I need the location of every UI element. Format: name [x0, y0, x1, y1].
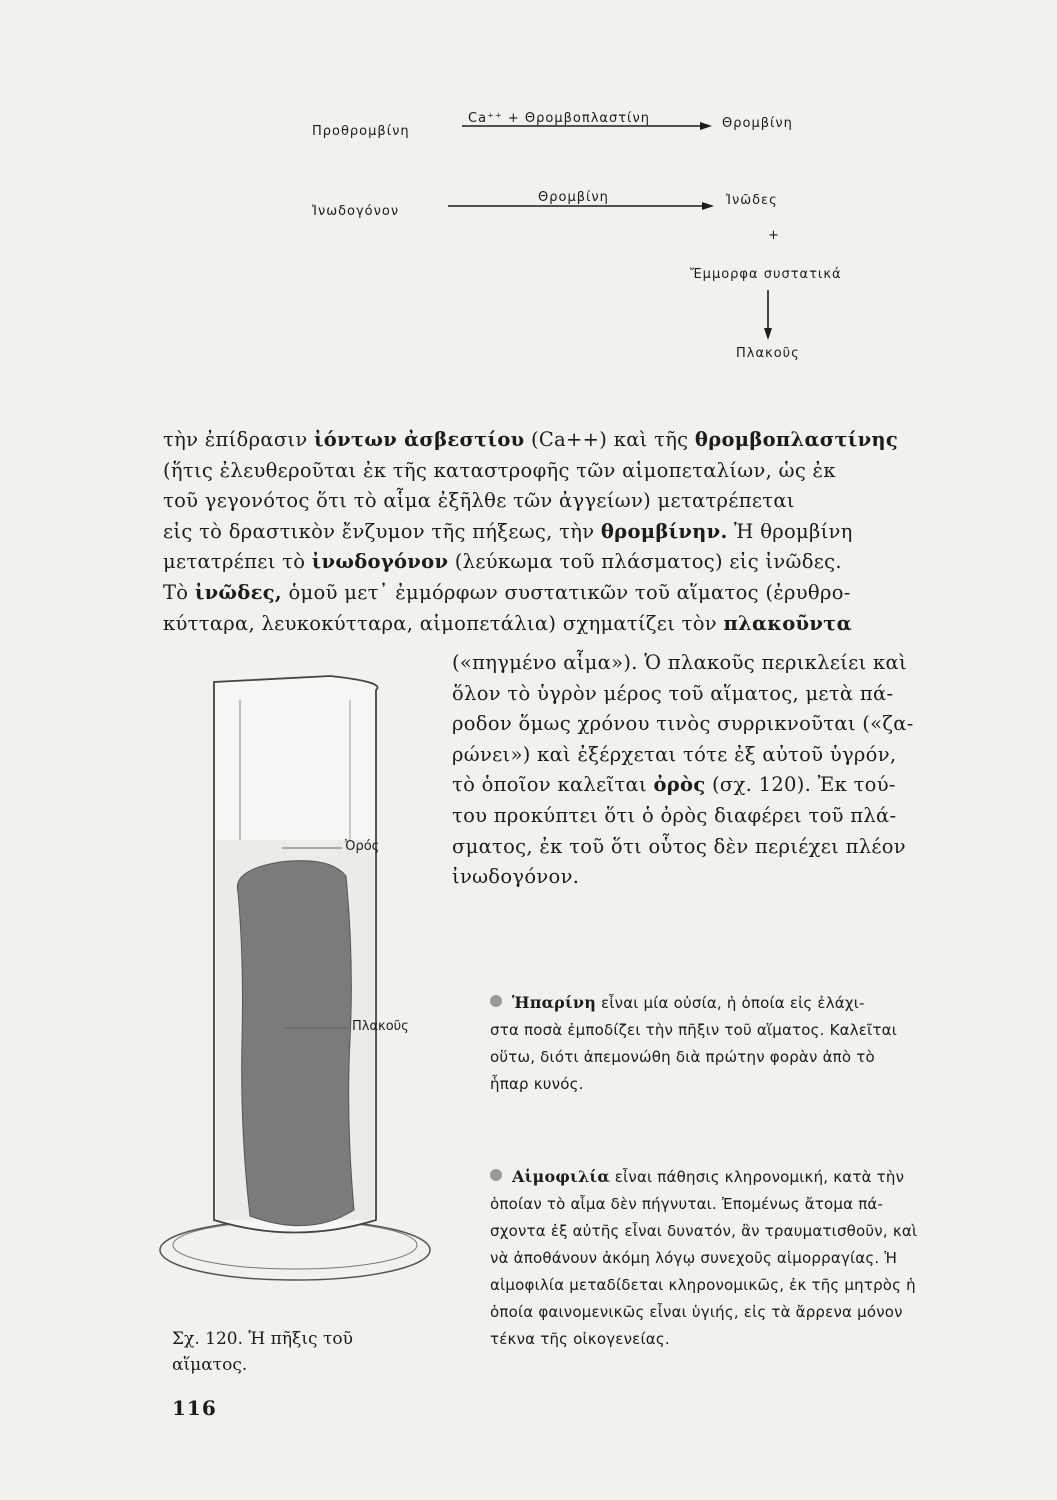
- bold-term: Αἱμοφιλία: [512, 1167, 610, 1186]
- figure-caption-line2: αἵματος.: [172, 1355, 248, 1375]
- scheme-arrows: [0, 0, 1057, 360]
- paragraph-line: [163, 547, 898, 578]
- bold-term: ἰνωδογόνον: [311, 550, 449, 574]
- paragraph-line: [163, 578, 898, 609]
- text-run: ὁποίαν τὸ αἷμα δὲν πήγνυται. Ἐπομένως ἄτομα πά-: [490, 1195, 884, 1213]
- paragraph-line: [163, 425, 898, 456]
- note-line: [490, 1326, 917, 1353]
- arrowhead-3: [764, 328, 772, 340]
- paragraph-line: [163, 517, 898, 548]
- paragraph-line: [452, 740, 914, 771]
- note-line: [490, 1299, 917, 1326]
- text-run: ὅλον τὸ ὑγρὸν μέρος τοῦ αἵματος, μετὰ πά-: [452, 681, 894, 705]
- bullet-icon: [490, 1169, 502, 1181]
- note-heparin: [490, 989, 897, 1098]
- text-run: (Ca++) καὶ τῆς: [524, 428, 695, 451]
- note-line: [490, 1191, 917, 1218]
- paragraph-line: [163, 456, 898, 487]
- text-run: μετατρέπει τὸ: [163, 550, 312, 574]
- paragraph-line: [452, 832, 914, 863]
- note-line: [490, 1272, 917, 1299]
- note-line: [490, 1163, 917, 1191]
- bold-term: ἰνῶδες,: [194, 580, 283, 604]
- paragraph-line: [452, 709, 914, 740]
- text-run: Τὸ: [163, 580, 195, 604]
- label-clot: Πλακοῦς: [352, 1019, 409, 1034]
- text-run: νὰ ἀποθάνουν ἀκόμη λόγῳ συνεχοῦς αἱμορραγίας. Ἡ: [490, 1249, 898, 1267]
- text-run: αἱμοφιλία μεταδίδεται κληρονομικῶς, ἐκ τῆς μητρὸς ἡ: [490, 1276, 916, 1294]
- bold-term: ὀρὸς: [653, 773, 706, 797]
- text-run: τέκνα τῆς οἰκογενείας.: [490, 1330, 670, 1348]
- arrowhead-1: [700, 122, 712, 130]
- note-line: [490, 989, 897, 1017]
- text-run: εἶναι πάθησις κληρονομική, κατὰ τὴν: [609, 1168, 905, 1186]
- bold-term: ἰόντων ἀσβεστίου: [314, 428, 525, 451]
- paragraph-line: [163, 486, 898, 517]
- text-run: ρώνει») καὶ ἐξέρχεται τότε ἐξ αὐτοῦ ὑγρόν,: [452, 742, 897, 766]
- scheme-clot: Πλακοῦς: [736, 346, 800, 361]
- note-line: [490, 1245, 917, 1272]
- text-run: τοῦ γεγονότος ὅτι τὸ αἷμα ἐξῆλθε τῶν ἀγγείων) μετατρέπεται: [163, 489, 795, 513]
- text-run: (λεύκωμα τοῦ πλάσματος) εἰς ἰνῶδες.: [448, 550, 842, 574]
- scheme-thrombin: Θρομβίνη: [722, 116, 793, 131]
- text-run: κύτταρα, λευκοκύτταρα, αἱμοπετάλια) σχηματίζει τὸν: [163, 611, 724, 635]
- scheme-prothrombin: Προθρομβίνη: [312, 124, 410, 139]
- scheme-formed-elements: Ἔμμορφα συστατικά: [690, 267, 842, 282]
- note-hemophilia: [490, 1163, 917, 1353]
- main-paragraph: [163, 425, 898, 639]
- text-run: («πηγμένο αἷμα»). Ὁ πλακοῦς περικλείει καὶ: [452, 651, 907, 674]
- text-run: εἶναι μία οὐσία, ἡ ὁποία εἰς ἐλάχι-: [596, 994, 865, 1012]
- note-line: [490, 1017, 897, 1044]
- arrowhead-2: [702, 202, 714, 210]
- main-paragraph-continued: [452, 648, 914, 893]
- text-run: Ἡ θρομβίνη: [727, 519, 853, 543]
- bold-term: θρομβοπλαστίνης: [694, 428, 899, 451]
- paragraph-line: [163, 609, 898, 640]
- paragraph-line: [452, 648, 914, 679]
- figure-graduated-cylinder: [150, 660, 450, 1320]
- paragraph-line: [452, 679, 914, 710]
- text-run: σματος, ἐκ τοῦ ὅτι οὗτος δὲν περιέχει πλέον: [452, 834, 906, 858]
- text-run: ροδον ὅμως χρόνου τινὸς συρρικνοῦται («ζα-: [452, 712, 914, 736]
- note-line: [490, 1071, 897, 1098]
- scheme-fibrinogen: Ἰνωδογόνον: [312, 204, 400, 219]
- clot-mass: [237, 861, 354, 1226]
- text-run: τὴν ἐπίδρασιν: [163, 428, 315, 451]
- scheme-arrow2-label: Θρομβίνη: [538, 190, 609, 205]
- figure-caption: [172, 1326, 353, 1378]
- paragraph-line: [452, 862, 914, 893]
- text-run: τὸ ὁποῖον καλεῖται: [452, 773, 654, 797]
- text-run: του προκύπτει ὅτι ὁ ὀρὸς διαφέρει τοῦ πλά-: [452, 803, 897, 827]
- note-line: [490, 1044, 897, 1071]
- text-run: ἰνωδογόνον.: [452, 865, 580, 889]
- page-number: 116: [172, 1396, 217, 1420]
- text-run: στα ποσὰ ἐμποδίζει τὴν πῆξιν τοῦ αἵματος. Καλεῖται: [490, 1021, 897, 1039]
- paragraph-line: [452, 770, 914, 801]
- bold-term: Ἡπαρίνη: [512, 993, 597, 1012]
- bullet-icon: [490, 995, 502, 1007]
- paragraph-line: [452, 801, 914, 832]
- scheme-arrow1-label: Ca⁺⁺ + Θρομβοπλαστίνη: [468, 111, 650, 126]
- label-serum: Ὀρός: [345, 839, 380, 854]
- text-run: ὁμοῦ μετ᾽ ἐμμόρφων συστατικῶν τοῦ αἵματος (ἐρυθρο-: [282, 580, 851, 604]
- text-run: ἧπαρ κυνός.: [490, 1075, 584, 1093]
- note-line: [490, 1218, 917, 1245]
- scheme-plus: +: [768, 228, 780, 243]
- scheme-fibrin: Ἰνῶδες: [726, 193, 778, 208]
- text-run: εἰς τὸ δραστικὸν ἔνζυμον τῆς πήξεως, τὴν: [163, 519, 601, 543]
- bold-term: πλακοῦντα: [723, 611, 852, 635]
- figure-caption-line1: Σχ. 120. Ἡ πῆξις τοῦ: [172, 1329, 353, 1349]
- text-run: σχοντα ἐξ αὐτῆς εἶναι δυνατόν, ἂν τραυματισθοῦν, καὶ: [490, 1222, 918, 1240]
- text-run: οὕτω, διότι ἀπεμονώθη διὰ πρώτην φορὰν ἀπὸ τὸ: [490, 1048, 875, 1066]
- text-run: (ἥτις ἐλευθεροῦται ἐκ τῆς καταστροφῆς τῶν αἱμοπεταλίων, ὡς ἐκ: [163, 458, 836, 482]
- text-run: (σχ. 120). Ἐκ τού-: [705, 773, 896, 797]
- bold-term: θρομβίνην.: [600, 519, 728, 543]
- text-run: ὁποία φαινομενικῶς εἶναι ὑγιής, εἰς τὰ ἄρρενα μόνον: [490, 1303, 903, 1321]
